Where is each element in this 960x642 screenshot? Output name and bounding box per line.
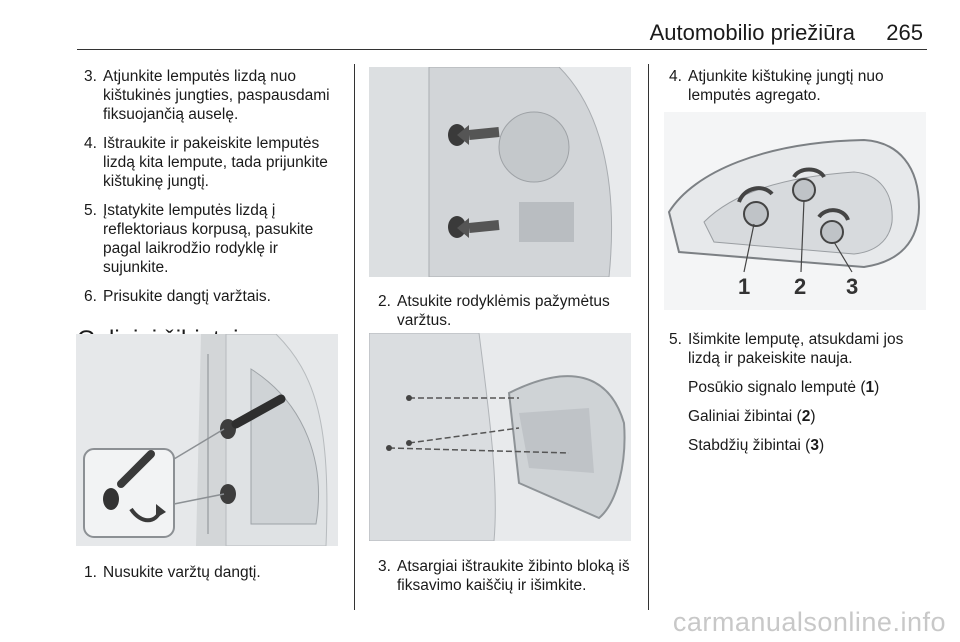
- screws-illustration: [369, 67, 631, 277]
- step-2: 2. Atsukite rodyklėmis pažymėtus varžtus.: [378, 293, 610, 329]
- column-1: [77, 67, 342, 367]
- step-text: Ištraukite ir pakeiskite lemputės lizdą kita lempute, tada prijunkite kištukinę jungtį.: [103, 135, 328, 190]
- header-rule: [77, 49, 927, 50]
- caption-1: 1. Nusukite varžtų dangtį.: [84, 564, 261, 581]
- figure-label-3: 3: [846, 274, 859, 299]
- page-number: 265: [886, 20, 923, 45]
- figure-remove-unit: [369, 333, 631, 541]
- step-item: 3. Atjunkite lemputės lizdą nuo kištukinės jungties, paspausdami fiksuojančią auselę.: [84, 68, 330, 123]
- step-text: Išimkite lemputę, atsukdami jos lizdą ir pakeiskite nauja.: [688, 331, 904, 367]
- step-item: 6. Prisukite dangtį varžtais.: [84, 288, 271, 305]
- step-item: 5. Įstatykite lemputės lizdą į reflektoriaus korpusą, pasukite pagal laikrodžio rodyklę ir sujunkite.: [84, 202, 314, 276]
- figure-label-2: 2: [794, 274, 807, 299]
- figure-label-1: 1: [738, 274, 751, 299]
- remove-unit-illustration: [369, 333, 631, 541]
- step-text: Atsukite rodyklėmis pažymėtus varžtus.: [397, 293, 610, 329]
- step-text: Atjunkite kištukinę jungtį nuo lemputės agregato.: [688, 68, 884, 104]
- figure-screws: [369, 67, 631, 277]
- bulb-positions-illustration: [664, 112, 926, 310]
- step-4: 4. Atjunkite kištukinę jungtį nuo lemputės agregato.: [669, 68, 884, 104]
- step-item: 4. Ištraukite ir pakeiskite lemputės lizdą kita lempute, tada prijunkite kištukinę jungtį.: [84, 135, 328, 190]
- bulb-item: Galiniai žibintai (2): [688, 408, 816, 425]
- step-text: Prisukite dangtį varžtais.: [103, 288, 271, 305]
- figure-screw-cover: [76, 334, 338, 546]
- figure-bulb-positions: [664, 112, 926, 310]
- column-divider-1: [354, 64, 355, 610]
- bulb-item: Posūkio signalo lemputė (1): [688, 379, 880, 396]
- step-text: Įstatykite lemputės lizdą į reflektoriaus korpusą, pasukite pagal laikrodžio rodyklę ir sujunkite.: [103, 202, 314, 276]
- caption-text: Nusukite varžtų dangtį.: [103, 564, 261, 581]
- step-text: Atsargiai ištraukite žibinto bloką iš fiksavimo kaiščių ir išimkite.: [397, 558, 630, 594]
- watermark: carmanualsonline.info: [672, 607, 946, 637]
- screw-cover-illustration: [76, 334, 338, 546]
- header-title: Automobilio priežiūra: [649, 20, 855, 45]
- step-5: 5. Išimkite lemputę, atsukdami jos lizdą ir pakeiskite nauja. Posūkio signalo lemputė (1) Galiniai žibintai (2) Stabdžių žibintai (3): [662, 330, 932, 465]
- step-text: Atjunkite lemputės lizdą nuo kištukinės jungties, paspausdami fiksuojančią auselę.: [103, 68, 330, 123]
- page-header: [0, 0, 960, 50]
- column-divider-2: [648, 64, 649, 610]
- step-3: 3. Atsargiai ištraukite žibinto bloką iš fiksavimo kaiščių ir išimkite.: [378, 558, 630, 594]
- bulb-item: Stabdžių žibintai (3): [688, 437, 825, 454]
